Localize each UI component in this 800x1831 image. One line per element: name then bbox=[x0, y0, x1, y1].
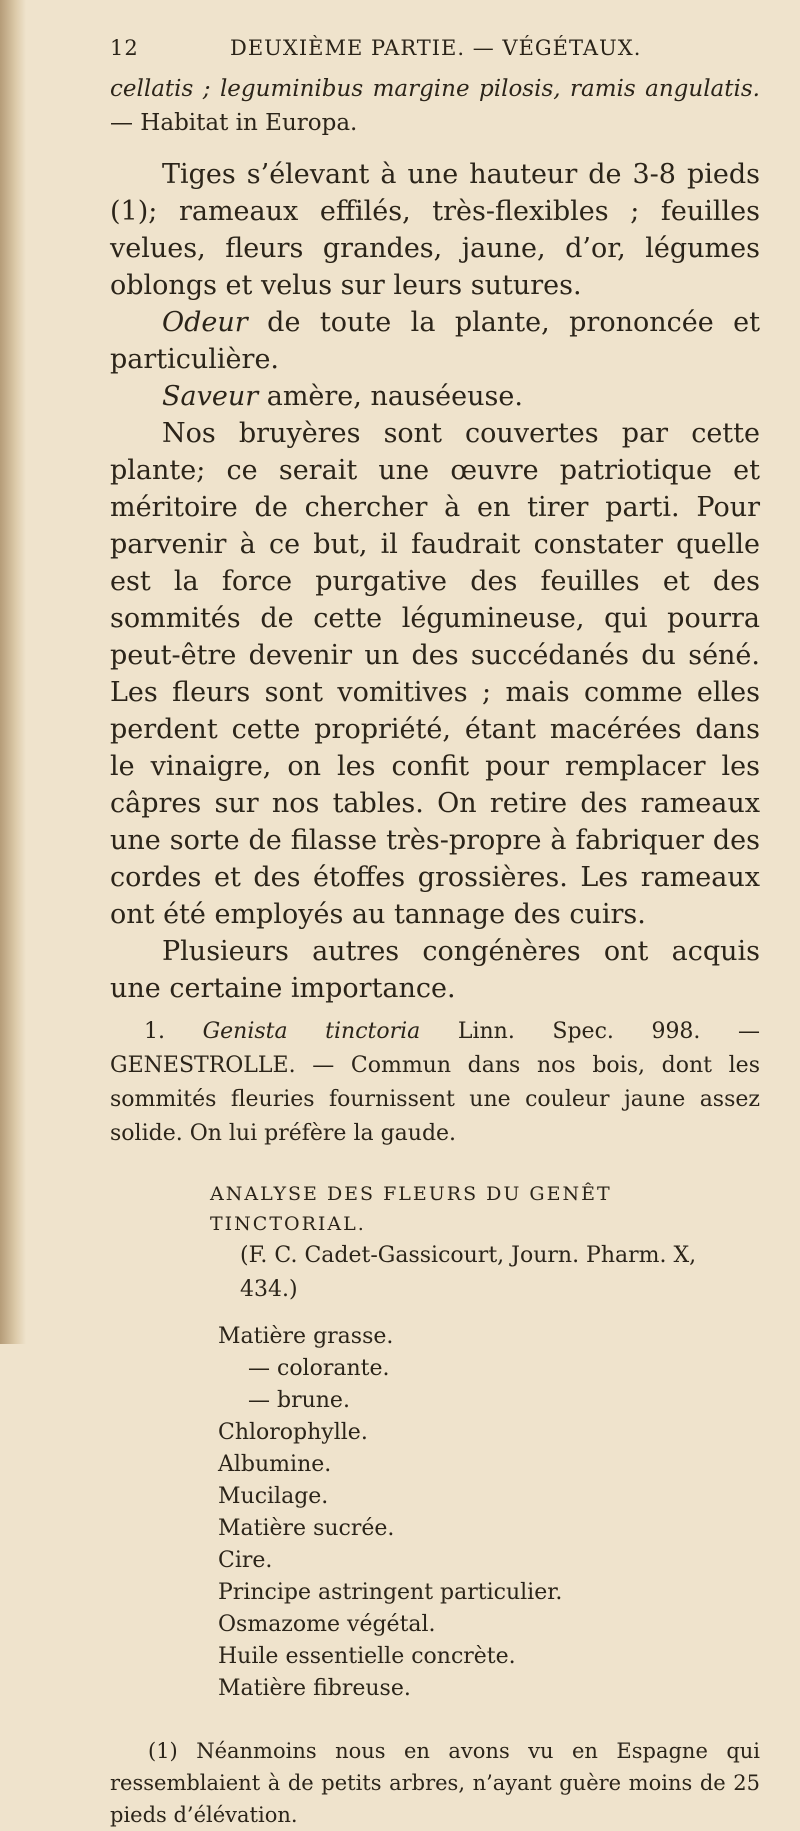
species-number: 1. bbox=[144, 1019, 165, 1044]
saveur-label: Saveur bbox=[162, 381, 259, 412]
species-common-name: — GENESTROLLE. bbox=[110, 1019, 760, 1078]
footnote: (1) Néanmoins nous en avons vu en Espagne qui ressemblaient à de petits arbres, n’ayant guère moins de 25 pieds d’élévation. bbox=[110, 1739, 760, 1827]
species-reference: Linn. Spec. 998. bbox=[457, 1019, 701, 1044]
list-item: Huile essentielle concrète. bbox=[218, 1644, 516, 1669]
analysis-source: (F. C. Cadet-Gassicourt, Journ. Pharm. X, 434.) bbox=[240, 1243, 697, 1302]
species-text: — Commun dans nos bois, dont les sommités fleuries fournissent une couleur jaune assez solide. On lui préfère la gaude. bbox=[110, 1053, 760, 1146]
list-item: Matière fibreuse. bbox=[218, 1676, 411, 1701]
odeur-text: de toute la plante, prononcée et particulière. bbox=[110, 307, 760, 375]
list-item: Principe astringent particulier. bbox=[218, 1580, 563, 1605]
species-note bbox=[110, 1015, 760, 1151]
odeur-label: Odeur bbox=[162, 307, 248, 338]
list-item: Chlorophylle. bbox=[218, 1420, 368, 1445]
page-number: 12 bbox=[110, 36, 139, 60]
book-page bbox=[110, 32, 760, 1831]
list-item: Matière sucrée. bbox=[218, 1516, 395, 1541]
analysis-component-list bbox=[110, 1321, 760, 1705]
list-item: — colorante. bbox=[248, 1356, 390, 1381]
congeneres-paragraph: Plusieurs autres congénères ont acquis une certaine importance. bbox=[110, 936, 760, 1004]
list-item: Albumine. bbox=[218, 1452, 332, 1477]
saveur-line bbox=[110, 378, 760, 415]
intro-line bbox=[110, 72, 760, 140]
habitat-text: — Habitat in Europa. bbox=[110, 110, 358, 136]
page-edge bbox=[0, 0, 26, 1344]
list-item: Osmazome végétal. bbox=[218, 1612, 436, 1637]
running-title: DEUXIÈME PARTIE. — VÉGÉTAUX. bbox=[230, 36, 642, 60]
saveur-text: amère, nauséeuse. bbox=[266, 381, 523, 412]
species-name: Genista tinctoria bbox=[202, 1019, 421, 1044]
list-item: Cire. bbox=[218, 1548, 273, 1573]
uses-paragraph: Nos bruyères sont couvertes par cette plante; ce serait une œuvre patriotique et méritoire de chercher à en tirer parti. Pour parvenir à ce but, il faudrait constater quelle est la force purgative des feuilles et des sommités de cette légumineuse, qui pourra peut-être devenir un des succédanés du séné. Les fleurs sont vomitives ; mais comme elles perdent cette propriété, étant macérées dans le vinaigre, on les confit pour remplacer les câpres sur nos tables. On retire des rameaux une sorte de filasse très-propre à fabriquer des cordes et des étoffes grossières. Les rameaux ont été employés au tannage des cuirs. bbox=[110, 418, 760, 930]
analysis-title: ANALYSE DES FLEURS DU GENÊT TINCTORIAL. bbox=[210, 1183, 612, 1235]
latin-description: cellatis ; leguminibus margine pilosis, ramis angulatis. bbox=[110, 76, 760, 102]
list-item: Matière grasse. bbox=[218, 1324, 394, 1349]
running-header bbox=[110, 32, 760, 72]
list-item: Mucilage. bbox=[218, 1484, 329, 1509]
list-item: — brune. bbox=[248, 1388, 350, 1413]
odeur-line bbox=[110, 304, 760, 378]
description-paragraph: Tiges s’élevant à une hauteur de 3-8 pieds (1); rameaux effilés, très-flexibles ; feuilles velues, fleurs grandes, jaune, d’or, légumes oblongs et velus sur leurs sutures. bbox=[110, 159, 760, 301]
